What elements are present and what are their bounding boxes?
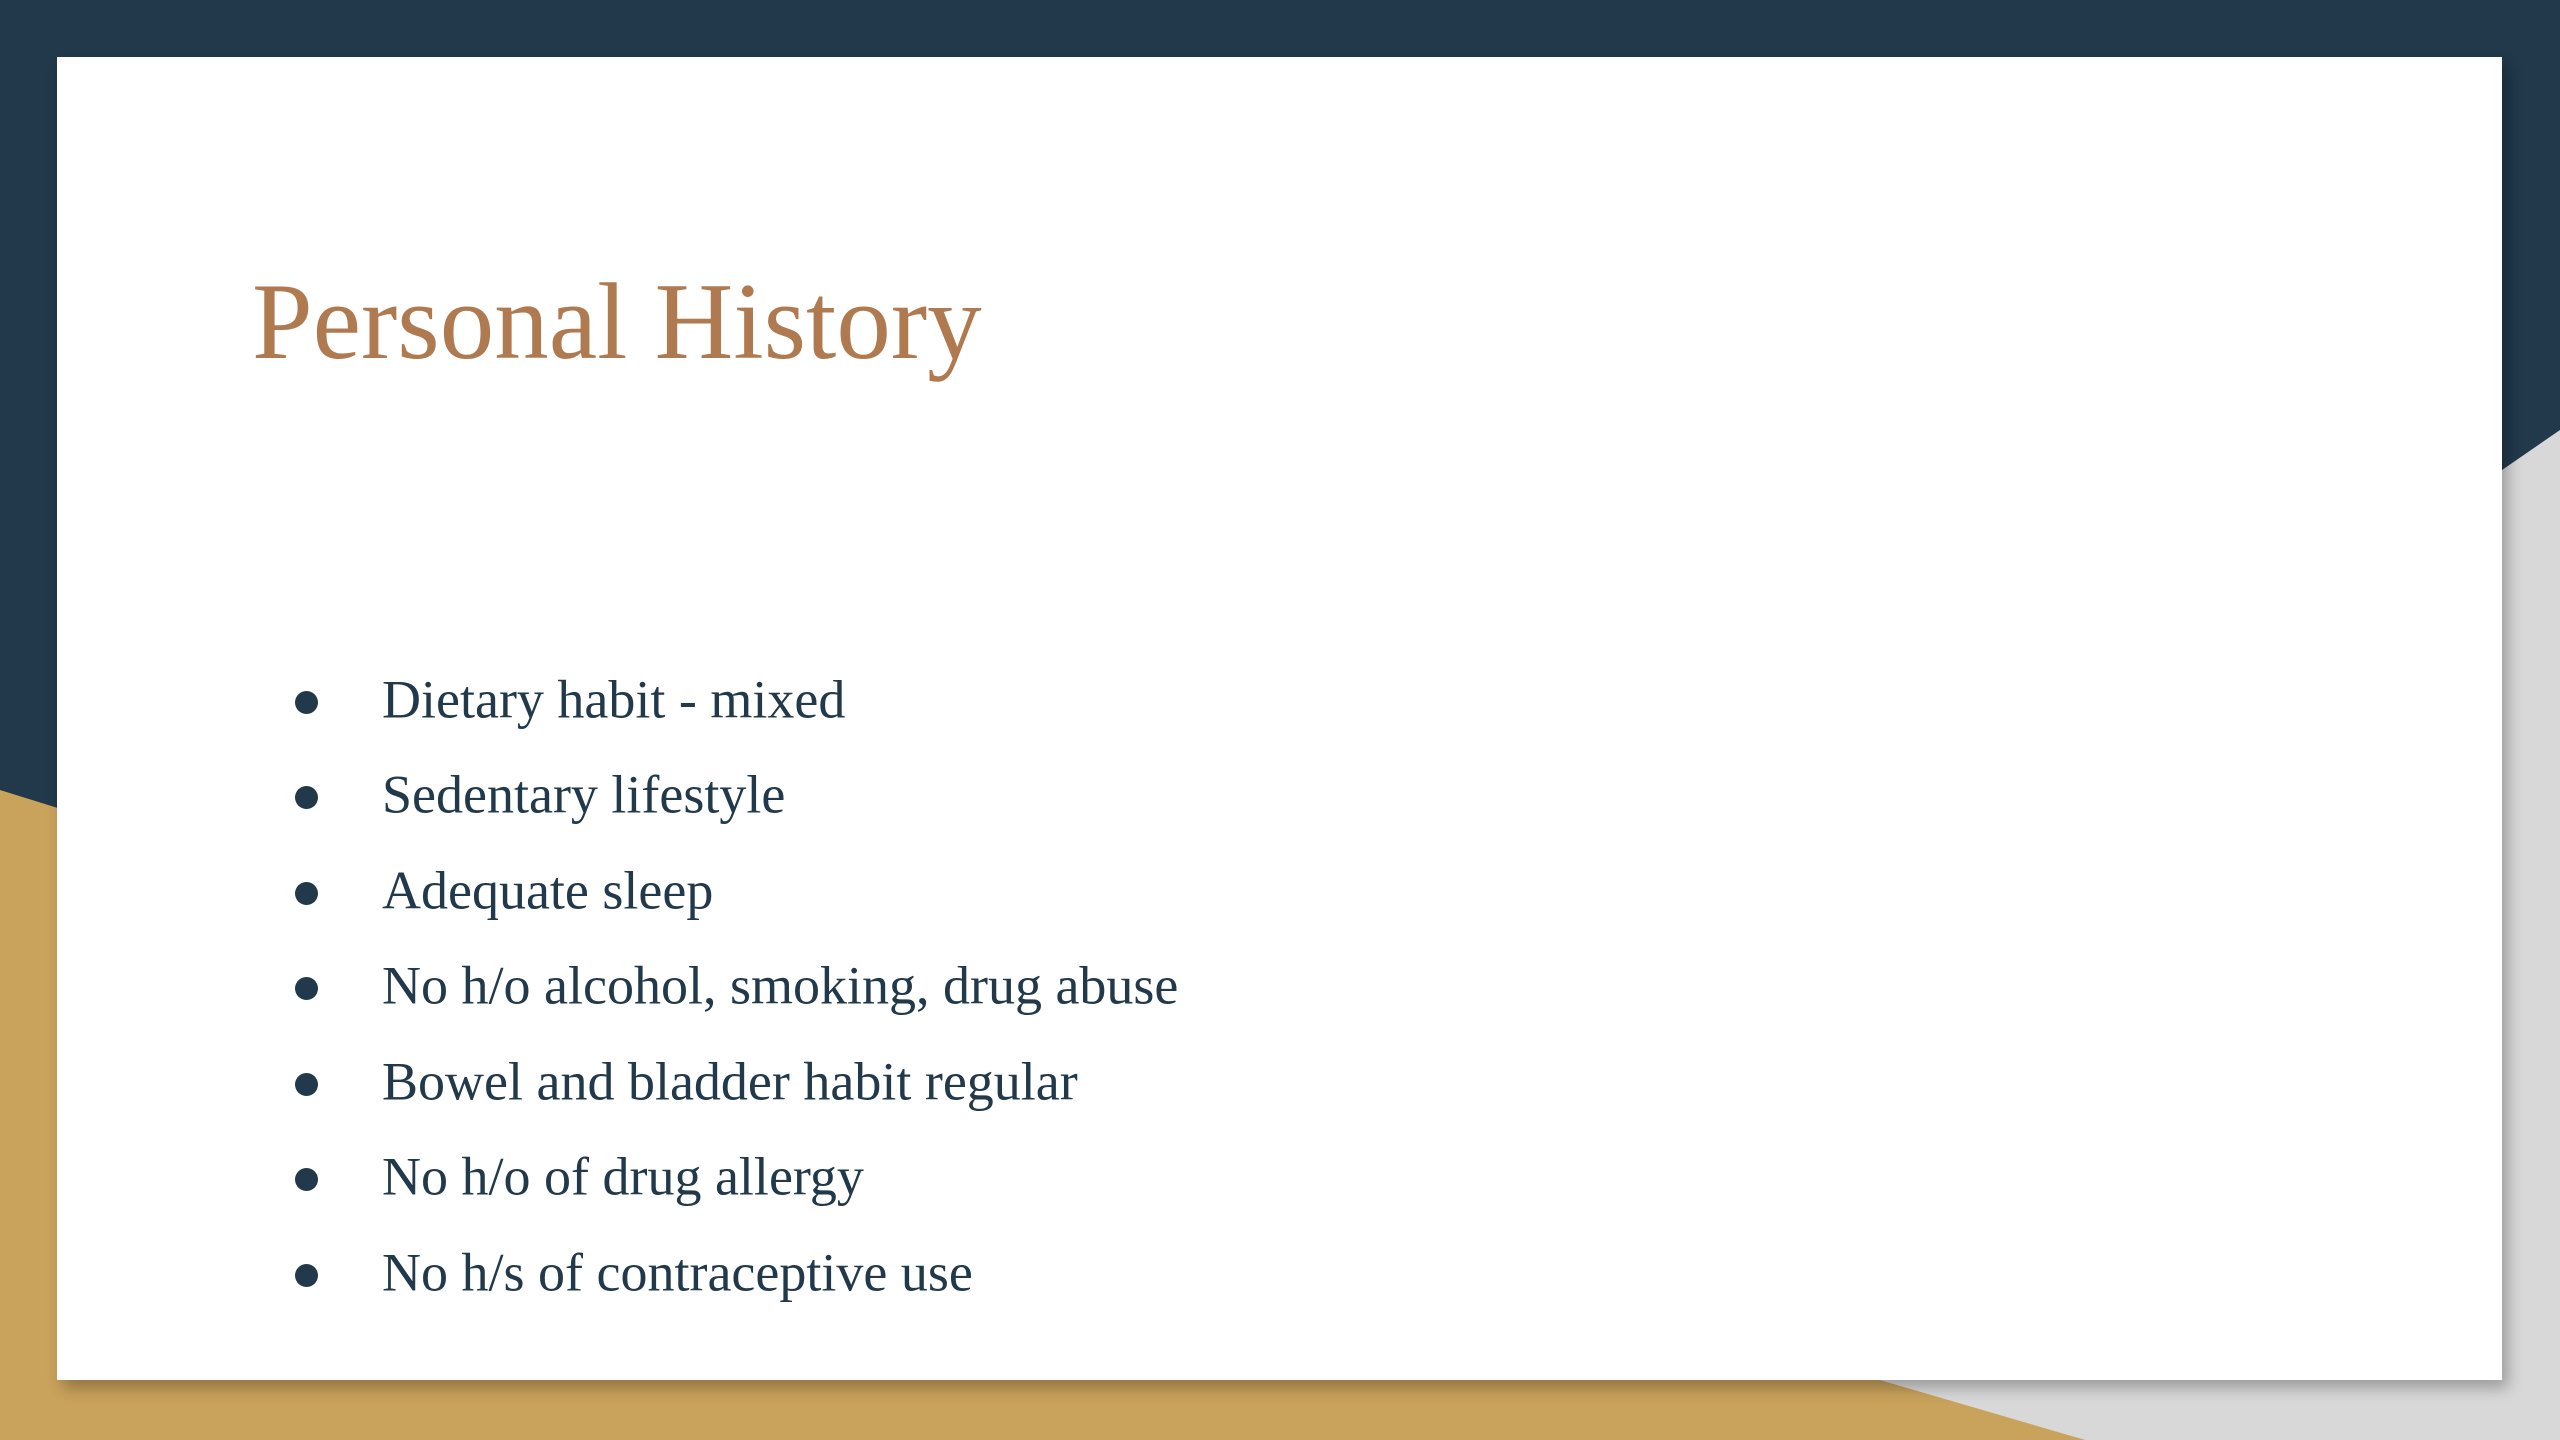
bullet-text: No h/o alcohol, smoking, drug abuse	[382, 955, 1179, 1016]
bullet-dot-icon	[295, 786, 318, 809]
bullet-dot-icon	[295, 977, 318, 1000]
bullet-dot-icon	[295, 1264, 318, 1287]
slide-card	[57, 57, 2502, 1380]
bullet-text: Sedentary lifestyle	[382, 764, 786, 825]
bullet-text: Adequate sleep	[382, 860, 714, 921]
bullet-dot-icon	[295, 882, 318, 905]
bullet-dot-icon	[295, 1168, 318, 1191]
bullet-text: No h/s of contraceptive use	[382, 1242, 973, 1303]
slide-title: Personal History	[252, 261, 982, 382]
bullet-text: Bowel and bladder habit regular	[382, 1051, 1078, 1112]
bullet-text: No h/o of drug allergy	[382, 1146, 864, 1207]
bullet-text: Dietary habit - mixed	[382, 669, 846, 730]
bullet-dot-icon	[295, 691, 318, 714]
bullet-dot-icon	[295, 1073, 318, 1096]
